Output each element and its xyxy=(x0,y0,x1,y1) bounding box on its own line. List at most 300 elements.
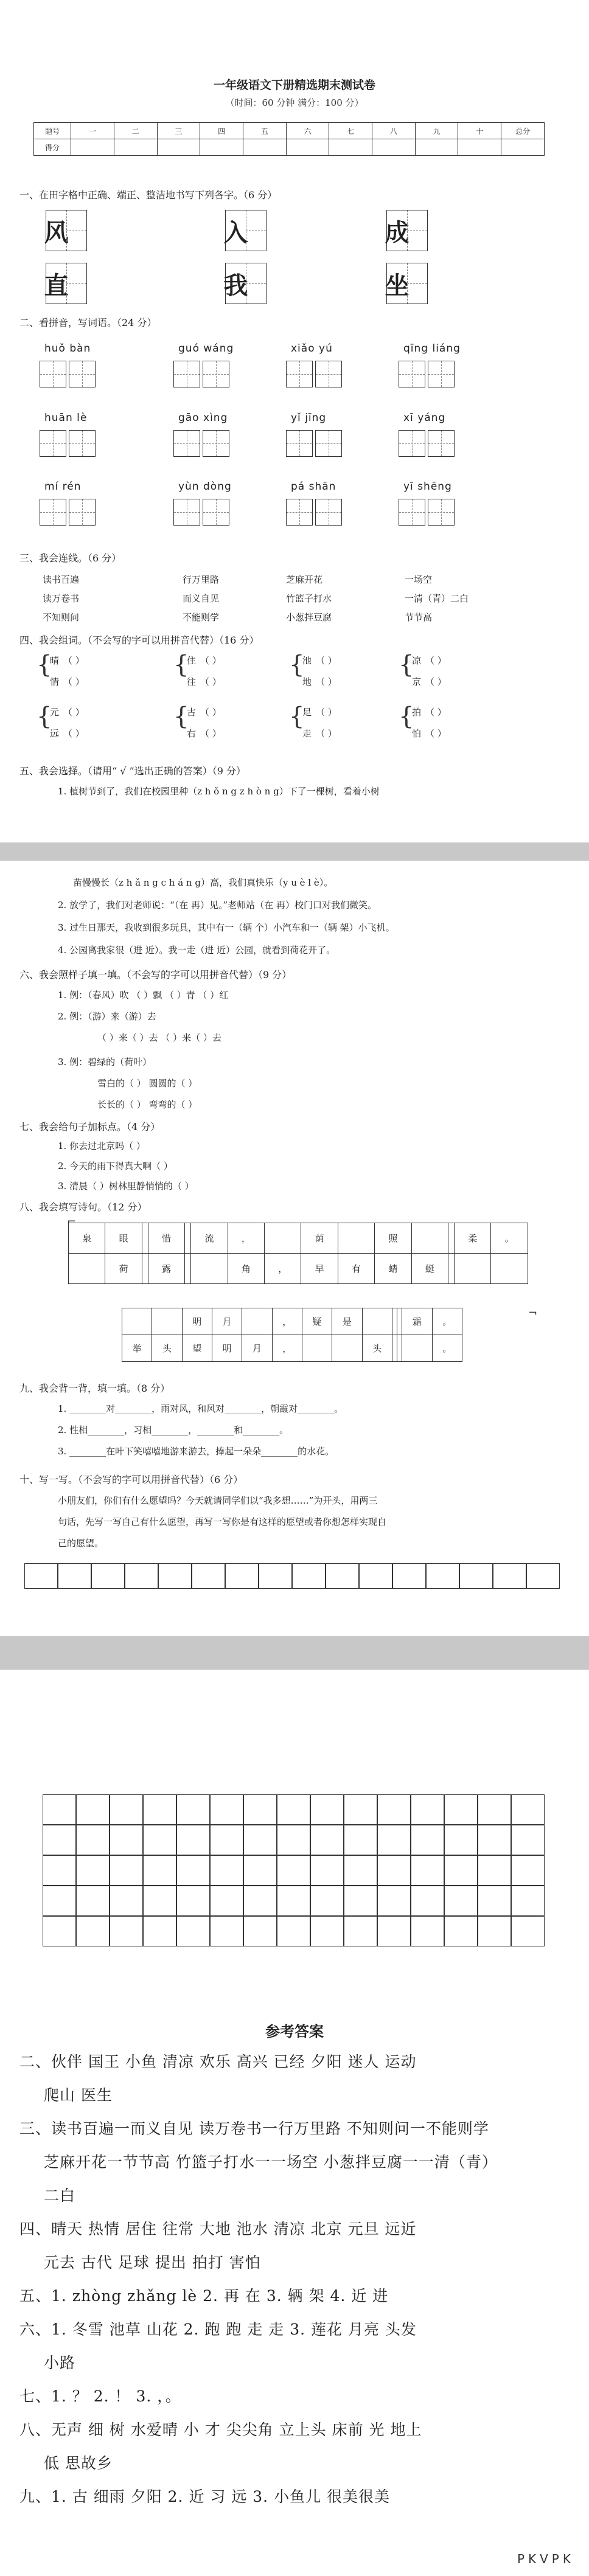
poem-char-cell: 荷 xyxy=(105,1254,142,1284)
writing-cell[interactable] xyxy=(176,1855,210,1886)
compound-blank[interactable]: （ ） xyxy=(316,707,337,718)
match-right-item[interactable]: 一清（青）二白 xyxy=(405,593,469,604)
score-header-cell: 题号 xyxy=(34,123,71,139)
writing-cell[interactable] xyxy=(411,1886,444,1916)
poem-char-cell: ， xyxy=(265,1254,301,1284)
writing-cell[interactable] xyxy=(176,1886,210,1916)
tianzige-cell[interactable] xyxy=(40,499,66,526)
exam-subtitle: （时间：60 分钟 满分：100 分） xyxy=(225,97,364,108)
writing-cell[interactable] xyxy=(493,1563,526,1589)
writing-cell[interactable] xyxy=(344,1916,377,1946)
score-input-cell[interactable] xyxy=(71,139,114,156)
writing-cell[interactable] xyxy=(143,1855,176,1886)
writing-cell[interactable] xyxy=(110,1855,143,1886)
poem-char-cell: 荫 xyxy=(301,1223,338,1254)
poem-blank-cell[interactable] xyxy=(491,1254,528,1284)
compound-blank[interactable]: （ ） xyxy=(425,676,447,687)
compound-blank[interactable]: （ ） xyxy=(425,655,447,666)
compound-blank[interactable]: （ ） xyxy=(425,728,447,739)
score-input-cell[interactable] xyxy=(372,139,416,156)
score-table xyxy=(33,122,545,156)
tianzige-cell[interactable] xyxy=(315,499,342,526)
poem-char-cell: 月 xyxy=(212,1308,242,1335)
writing-cell[interactable] xyxy=(344,1855,377,1886)
poem-char-cell: 早 xyxy=(301,1254,338,1284)
writing-cell[interactable] xyxy=(176,1916,210,1946)
poem-blank-cell[interactable] xyxy=(265,1223,301,1254)
answer-2b: 爬山 医生 xyxy=(44,2086,113,2104)
writing-cell[interactable] xyxy=(176,1825,210,1855)
writing-cell[interactable] xyxy=(91,1563,125,1589)
char-practice-box[interactable] xyxy=(46,263,87,304)
poem-blank-cell[interactable] xyxy=(185,1223,191,1254)
match-right-item[interactable]: 一场空 xyxy=(405,574,433,585)
score-header-cell: 七 xyxy=(329,123,372,139)
compound-character: 远 xyxy=(50,728,60,739)
writing-cell[interactable] xyxy=(243,1886,277,1916)
poem-char-cell: 泉 xyxy=(69,1223,105,1254)
poem-blank-cell[interactable] xyxy=(392,1308,397,1335)
q5-heading: 五、我会选择。（请用“ √ ”选出正确的答案）（9 分） xyxy=(19,765,246,777)
writing-cell[interactable] xyxy=(478,1886,511,1916)
q8-heading: 八、我会填写诗句。（12 分） xyxy=(19,1201,147,1213)
poem-char-cell: 眼 xyxy=(105,1223,142,1254)
tianzige-cell[interactable] xyxy=(69,361,96,387)
q7-item-2: 2. 今天的雨下得真大啊（ ） xyxy=(58,1161,173,1172)
poem-char-cell: 露 xyxy=(148,1254,184,1284)
score-input-cell[interactable] xyxy=(415,139,458,156)
compound-character: 元 xyxy=(50,707,60,718)
q9-line2: 2. 性相________，习相________，________和________。 xyxy=(58,1425,289,1436)
match-right-left-item[interactable]: 小葱拌豆腐 xyxy=(286,612,332,623)
writing-cell[interactable] xyxy=(76,1886,110,1916)
q5-line4: 4. 公园离我家很（进 近）。我一走（进 近）公园，就看到荷花开了。 xyxy=(58,945,336,956)
writing-cell[interactable] xyxy=(344,1825,377,1855)
q6-line1: 1. 例：（春风）吹 （ ）飘 （ ）青 （ ）红 xyxy=(58,990,229,1001)
poem-blank-cell[interactable] xyxy=(397,1335,402,1362)
q5-line2: 2. 放学了，我们对老师说：“（在 再）见。”老师站（在 再）校门口对我们微笑。 xyxy=(58,900,377,911)
tianzige-cell[interactable] xyxy=(399,499,425,526)
writing-cell[interactable] xyxy=(110,1825,143,1855)
brace-mark: { xyxy=(37,651,52,679)
model-character: 成 xyxy=(385,218,410,247)
score-header-cell: 总分 xyxy=(501,123,545,139)
poem-blank-cell[interactable] xyxy=(191,1254,228,1284)
poem-char-cell: 。 xyxy=(432,1335,462,1362)
writing-cell[interactable] xyxy=(277,1916,310,1946)
writing-cell[interactable] xyxy=(459,1563,493,1589)
char-practice-box[interactable] xyxy=(225,210,267,251)
q2-heading: 二、看拼音，写词语。（24 分） xyxy=(19,317,157,328)
writing-cell[interactable] xyxy=(344,1886,377,1916)
writing-cell[interactable] xyxy=(444,1794,478,1825)
writing-cell[interactable] xyxy=(210,1886,243,1916)
pinyin-prompt: xiǎo yú xyxy=(291,342,333,355)
poem-char-cell: 惜 xyxy=(148,1223,184,1254)
writing-cell[interactable] xyxy=(344,1794,377,1825)
tianzige-cell[interactable] xyxy=(286,430,313,457)
writing-cell[interactable] xyxy=(277,1794,310,1825)
q4-heading: 四、我会组词。（不会写的字可以用拼音代替）（16 分） xyxy=(19,634,259,646)
writing-cell[interactable] xyxy=(76,1825,110,1855)
tianzige-cell[interactable] xyxy=(173,430,200,457)
writing-cell[interactable] xyxy=(511,1794,545,1825)
tianzige-cell[interactable] xyxy=(203,499,229,526)
q6-line3a: 雪白的（ ） 圆圆的（ ） xyxy=(97,1078,198,1089)
score-header-cell: 八 xyxy=(372,123,416,139)
writing-cell[interactable] xyxy=(326,1563,359,1589)
poem-char-cell: ， xyxy=(228,1223,264,1254)
writing-cell[interactable] xyxy=(143,1886,176,1916)
writing-cell[interactable] xyxy=(76,1916,110,1946)
compound-blank[interactable]: （ ） xyxy=(200,707,221,718)
writing-cell[interactable] xyxy=(511,1825,545,1855)
writing-cell[interactable] xyxy=(526,1563,560,1589)
brace-mark: { xyxy=(399,651,414,679)
poem-blank-cell[interactable] xyxy=(397,1308,402,1335)
model-character: 风 xyxy=(44,218,69,247)
writing-cell[interactable] xyxy=(210,1855,243,1886)
poem-char-cell: 。 xyxy=(491,1223,528,1254)
score-input-cell[interactable] xyxy=(501,139,545,156)
q5-line3: 3. 过生日那天，我收到很多玩具，其中有一（辆 个）小汽车和一（辆 架）小飞机。 xyxy=(58,922,395,933)
corner-mark-left: ⌐ xyxy=(67,1215,77,1228)
q6-line3: 3. 例：碧绿的（荷叶） xyxy=(58,1057,152,1068)
poem-char-cell: 柔 xyxy=(455,1223,491,1254)
poem-blank-cell[interactable] xyxy=(142,1254,148,1284)
tianzige-cell[interactable] xyxy=(69,430,96,457)
score-label-cell: 得分 xyxy=(34,139,71,156)
match-left-item[interactable]: 不知则问 xyxy=(43,612,80,623)
match-mid-item[interactable]: 而义自见 xyxy=(183,593,220,604)
answer-8b: 低 思故乡 xyxy=(44,2454,113,2472)
brace-mark: { xyxy=(173,703,189,731)
writing-cell[interactable] xyxy=(511,1855,545,1886)
writing-cell[interactable] xyxy=(478,1855,511,1886)
compound-blank[interactable]: （ ） xyxy=(316,676,337,687)
poem-blank-cell[interactable] xyxy=(302,1335,332,1362)
poem-char-cell: 流 xyxy=(191,1223,228,1254)
tianzige-cell[interactable] xyxy=(286,361,313,387)
compound-character: 池 xyxy=(302,655,312,666)
poem-char-cell: 疑 xyxy=(302,1308,332,1335)
writing-cell[interactable] xyxy=(444,1886,478,1916)
tianzige-cell[interactable] xyxy=(173,499,200,526)
compound-blank[interactable]: （ ） xyxy=(63,676,85,687)
tianzige-cell[interactable] xyxy=(286,499,313,526)
pinyin-prompt: yǐ jīng xyxy=(291,412,327,424)
footer-brand: PKVPK xyxy=(517,2552,574,2566)
q6-heading: 六、我会照样子填一填。（不会写的字可以用拼音代替）（9 分） xyxy=(19,969,292,981)
writing-cell[interactable] xyxy=(310,1886,344,1916)
answer-3b: 芝麻开花一节节高 竹篮子打水一一场空 小葱拌豆腐一一清（青） xyxy=(44,2153,498,2171)
tianzige-cell[interactable] xyxy=(203,361,229,387)
writing-cell[interactable] xyxy=(277,1855,310,1886)
compound-blank[interactable]: （ ） xyxy=(425,707,447,718)
writing-cell[interactable] xyxy=(478,1825,511,1855)
pinyin-prompt: guó wáng xyxy=(178,342,234,355)
writing-cell[interactable] xyxy=(411,1855,444,1886)
writing-cell[interactable] xyxy=(243,1794,277,1825)
score-header-cell: 三 xyxy=(157,123,200,139)
writing-cell[interactable] xyxy=(43,1855,76,1886)
tianzige-cell[interactable] xyxy=(203,430,229,457)
poem-char-cell: 蜻 xyxy=(375,1254,411,1284)
poem-blank-cell[interactable] xyxy=(448,1223,455,1254)
compound-blank[interactable]: （ ） xyxy=(63,728,85,739)
compound-blank[interactable]: （ ） xyxy=(200,728,221,739)
poem-char-cell: 头 xyxy=(362,1335,392,1362)
writing-cell[interactable] xyxy=(310,1855,344,1886)
compound-character: 凉 xyxy=(412,655,422,666)
q6-line3b: 长长的（ ） 弯弯的（ ） xyxy=(97,1099,198,1110)
writing-cell[interactable] xyxy=(411,1825,444,1855)
writing-cell[interactable] xyxy=(426,1563,459,1589)
tianzige-cell[interactable] xyxy=(315,430,342,457)
poem-char-cell: ， xyxy=(272,1335,302,1362)
page-gap-2 xyxy=(0,1636,589,1670)
score-input-cell[interactable] xyxy=(286,139,329,156)
compound-blank[interactable]: （ ） xyxy=(316,655,337,666)
brace-mark: { xyxy=(173,651,189,679)
q7-heading: 七、我会给句子加标点。（4 分） xyxy=(19,1121,161,1133)
score-input-cell[interactable] xyxy=(243,139,286,156)
writing-cell[interactable] xyxy=(176,1794,210,1825)
compound-blank[interactable]: （ ） xyxy=(316,728,337,739)
tianzige-cell[interactable] xyxy=(399,361,425,387)
poem-blank-cell[interactable] xyxy=(392,1335,397,1362)
writing-cell[interactable] xyxy=(243,1855,277,1886)
writing-cell[interactable] xyxy=(277,1825,310,1855)
poem-blank-cell[interactable] xyxy=(362,1308,392,1335)
char-practice-box[interactable] xyxy=(386,263,428,304)
model-character: 直 xyxy=(44,271,69,300)
q3-heading: 三、我会连线。（6 分） xyxy=(19,552,122,564)
writing-cell[interactable] xyxy=(158,1563,192,1589)
score-header-cell: 九 xyxy=(415,123,458,139)
tianzige-cell[interactable] xyxy=(428,499,455,526)
q7-item-3: 3. 清晨（ ）树林里静悄悄的（ ） xyxy=(58,1181,194,1192)
writing-cell[interactable] xyxy=(76,1855,110,1886)
q5-line1a: 1. 植树节到了，我们在校园里种（z h ǒ n g z h ò n g）下了一棵树，看着小树 xyxy=(58,786,380,797)
writing-cell[interactable] xyxy=(58,1563,91,1589)
poem-blank-cell[interactable] xyxy=(455,1254,491,1284)
writing-cell[interactable] xyxy=(444,1825,478,1855)
writing-cell[interactable] xyxy=(310,1825,344,1855)
poem-char-cell: 明 xyxy=(182,1308,212,1335)
poem-char-cell: 有 xyxy=(338,1254,374,1284)
q5-line1b: 苗慢慢长（z h ǎ n g c h á n g）高，我们真快乐（y u è l è）。 xyxy=(73,877,333,888)
compound-blank[interactable]: （ ） xyxy=(200,676,221,687)
writing-cell[interactable] xyxy=(478,1794,511,1825)
compound-character: 住 xyxy=(187,655,197,666)
poem-blank-cell[interactable] xyxy=(338,1223,374,1254)
char-practice-box[interactable] xyxy=(225,263,267,304)
poem-blank-cell[interactable] xyxy=(448,1254,455,1284)
q9-line1: 1. ________对________，雨对风，和风对________，朝霞对________。 xyxy=(58,1403,344,1414)
writing-cell[interactable] xyxy=(76,1794,110,1825)
poem-blank-cell[interactable] xyxy=(69,1254,105,1284)
writing-cell[interactable] xyxy=(143,1794,176,1825)
score-header-cell: 一 xyxy=(71,123,114,139)
score-input-cell[interactable] xyxy=(157,139,200,156)
writing-cell[interactable] xyxy=(444,1855,478,1886)
writing-cell[interactable] xyxy=(377,1794,411,1825)
writing-cell[interactable] xyxy=(259,1563,292,1589)
compound-character: 晴 xyxy=(50,655,60,666)
q10-para-2: 句话，先写一写自己有什么愿望，再写一写你是有这样的愿望或者你想怎样实现自 xyxy=(58,1516,387,1527)
answer-8a: 八、无声 细 树 水爱晴 小 才 尖尖角 立上头 床前 光 地上 xyxy=(19,2421,422,2439)
writing-cell[interactable] xyxy=(377,1825,411,1855)
writing-cell[interactable] xyxy=(110,1916,143,1946)
poem-blank-cell[interactable] xyxy=(122,1308,152,1335)
poem-char-cell: 蜓 xyxy=(411,1254,448,1284)
poem-char-cell: 头 xyxy=(152,1335,182,1362)
q6-line2b: （ ）来（ ）去 （ ）来（ ）去 xyxy=(97,1032,221,1043)
pinyin-prompt: mí rén xyxy=(44,481,82,493)
writing-cell[interactable] xyxy=(210,1916,243,1946)
match-left-item[interactable]: 读万卷书 xyxy=(43,593,80,604)
answer-6b: 小路 xyxy=(44,2354,76,2372)
compound-character: 情 xyxy=(50,676,60,687)
writing-cell[interactable] xyxy=(243,1825,277,1855)
writing-cell[interactable] xyxy=(277,1886,310,1916)
model-character: 坐 xyxy=(385,271,410,300)
compound-character: 右 xyxy=(187,728,197,739)
tianzige-cell[interactable] xyxy=(428,361,455,387)
writing-cell[interactable] xyxy=(359,1563,392,1589)
poem-blank-cell[interactable] xyxy=(402,1335,432,1362)
compound-character: 走 xyxy=(302,728,312,739)
compound-character: 足 xyxy=(302,707,312,718)
char-practice-box[interactable] xyxy=(46,210,87,251)
writing-cell[interactable] xyxy=(377,1855,411,1886)
tianzige-cell[interactable] xyxy=(40,430,66,457)
tianzige-cell[interactable] xyxy=(173,361,200,387)
writing-cell[interactable] xyxy=(143,1825,176,1855)
q6-line2: 2. 例：（游）来（游）去 xyxy=(58,1011,156,1022)
q9-line3: 3. ________在叶下笑嘻嘻地游来游去，捧起一朵朵________的水花。 xyxy=(58,1446,335,1457)
poem-blank-cell[interactable] xyxy=(142,1223,148,1254)
compound-character: 往 xyxy=(187,676,197,687)
tianzige-cell[interactable] xyxy=(428,430,455,457)
score-header-cell: 二 xyxy=(114,123,157,139)
match-right-item[interactable]: 节节高 xyxy=(405,612,433,623)
writing-cell[interactable] xyxy=(143,1916,176,1946)
pinyin-prompt: yùn dòng xyxy=(178,481,232,493)
poem-blank-cell[interactable] xyxy=(152,1308,182,1335)
answer-5: 五、1. zhòng zhǎng lè 2. 再 在 3. 辆 架 4. 近 进 xyxy=(19,2287,389,2305)
poem-char-cell: 月 xyxy=(242,1335,272,1362)
match-mid-item[interactable]: 行万里路 xyxy=(183,574,220,585)
match-right-left-item[interactable]: 芝麻开花 xyxy=(286,574,323,585)
writing-cell[interactable] xyxy=(310,1794,344,1825)
score-input-cell[interactable] xyxy=(114,139,157,156)
poem-table-top xyxy=(68,1223,528,1284)
tianzige-cell[interactable] xyxy=(399,430,425,457)
writing-cell[interactable] xyxy=(210,1794,243,1825)
writing-cell[interactable] xyxy=(243,1916,277,1946)
writing-cell[interactable] xyxy=(43,1916,76,1946)
writing-cell[interactable] xyxy=(43,1825,76,1855)
writing-cell[interactable] xyxy=(110,1886,143,1916)
writing-cell[interactable] xyxy=(511,1916,545,1946)
match-mid-item[interactable]: 不能则学 xyxy=(183,612,220,623)
pinyin-prompt: qīng liáng xyxy=(403,342,461,355)
char-practice-box[interactable] xyxy=(386,210,428,251)
score-header-cell: 五 xyxy=(243,123,286,139)
poem-char-cell: 明 xyxy=(212,1335,242,1362)
score-header-cell: 四 xyxy=(200,123,243,139)
writing-cell[interactable] xyxy=(411,1794,444,1825)
compound-character: 古 xyxy=(187,707,197,718)
poem-blank-cell[interactable] xyxy=(242,1308,272,1335)
q7-item-1: 1. 你去过北京吗（ ） xyxy=(58,1140,145,1151)
writing-cell[interactable] xyxy=(110,1794,143,1825)
score-input-cell[interactable] xyxy=(329,139,372,156)
answer-3c: 二白 xyxy=(44,2187,76,2204)
writing-cell[interactable] xyxy=(377,1886,411,1916)
writing-cell[interactable] xyxy=(192,1563,225,1589)
tianzige-cell[interactable] xyxy=(69,499,96,526)
answer-9: 九、1. 古 细雨 夕阳 2. 近 习 远 3. 小鱼儿 很美很美 xyxy=(19,2488,391,2505)
compound-character: 京 xyxy=(412,676,422,687)
writing-cell[interactable] xyxy=(310,1916,344,1946)
q10-para-3: 己的愿望。 xyxy=(58,1538,104,1549)
match-left-item[interactable]: 读书百遍 xyxy=(43,574,80,585)
compound-blank[interactable]: （ ） xyxy=(200,655,221,666)
poem-blank-cell[interactable] xyxy=(332,1335,362,1362)
answer-4a: 四、晴天 热情 居住 往常 大地 池水 清凉 北京 元旦 远近 xyxy=(19,2220,417,2238)
brace-mark: { xyxy=(289,703,305,731)
writing-cell[interactable] xyxy=(225,1563,259,1589)
score-input-cell[interactable] xyxy=(458,139,501,156)
poem-char-cell: 霜 xyxy=(402,1308,432,1335)
writing-cell[interactable] xyxy=(377,1916,411,1946)
writing-cell[interactable] xyxy=(210,1825,243,1855)
tianzige-cell[interactable] xyxy=(40,361,66,387)
writing-cell[interactable] xyxy=(125,1563,158,1589)
poem-blank-cell[interactable] xyxy=(411,1223,448,1254)
writing-cell[interactable] xyxy=(511,1886,545,1916)
score-header-cell: 十 xyxy=(458,123,501,139)
writing-cell[interactable] xyxy=(24,1563,58,1589)
page-gap-1 xyxy=(0,842,589,861)
poem-char-cell: 角 xyxy=(228,1254,264,1284)
model-character: 我 xyxy=(223,271,248,300)
poem-char-cell: 望 xyxy=(182,1335,212,1362)
tianzige-cell[interactable] xyxy=(315,361,342,387)
score-input-cell[interactable] xyxy=(200,139,243,156)
compound-blank[interactable]: （ ） xyxy=(63,707,85,718)
answer-7: 七、1. ？ 2. ！ 3. ，。 xyxy=(19,2387,181,2405)
writing-cell[interactable] xyxy=(43,1794,76,1825)
match-right-left-item[interactable]: 竹篮子打水 xyxy=(286,593,332,604)
pinyin-prompt: huān lè xyxy=(44,412,88,424)
writing-cell[interactable] xyxy=(478,1916,511,1946)
writing-cell[interactable] xyxy=(444,1916,478,1946)
exam-title: 一年级语文下册精选期末测试卷 xyxy=(213,78,375,92)
writing-cell[interactable] xyxy=(392,1563,426,1589)
poem-blank-cell[interactable] xyxy=(185,1254,191,1284)
pinyin-prompt: gāo xìng xyxy=(178,412,228,424)
compound-blank[interactable]: （ ） xyxy=(63,655,85,666)
poem-table-bottom xyxy=(122,1308,462,1362)
writing-cell[interactable] xyxy=(292,1563,326,1589)
model-character: 入 xyxy=(223,218,248,247)
writing-cell[interactable] xyxy=(43,1886,76,1916)
writing-cell[interactable] xyxy=(411,1916,444,1946)
